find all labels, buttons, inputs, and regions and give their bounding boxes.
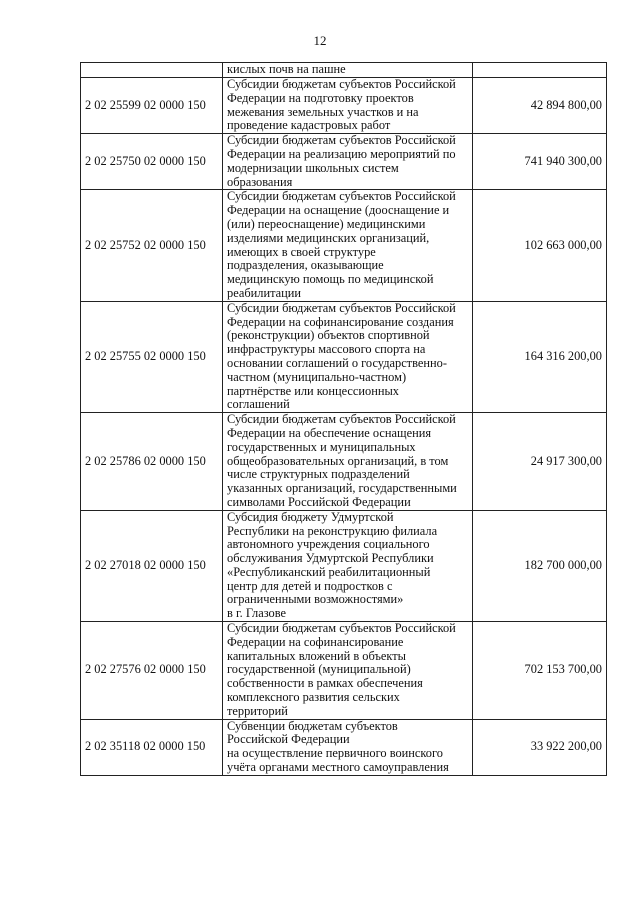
description-line: Федерации на реализацию мероприятий по — [227, 146, 456, 161]
description-cell — [223, 190, 473, 301]
description-line: Федерации на обеспечение оснащения — [227, 425, 432, 440]
budget-revenue-table — [80, 62, 607, 776]
description-line: территорий — [227, 703, 288, 718]
description-line: ограниченными возможностями» — [227, 592, 404, 607]
description-line: имеющих в своей структуре — [227, 244, 376, 259]
description-cell — [223, 78, 473, 134]
amount-cell: 182 700 000,00 — [473, 510, 607, 621]
description-line: (реконструкции) объектов спортивной — [227, 328, 430, 343]
table-body — [81, 63, 607, 776]
table-row — [81, 510, 607, 621]
description-cell — [223, 413, 473, 511]
description-line: Субсидии бюджетам субъектов Российской — [227, 77, 456, 91]
description-line: межевания земельных участков и на — [227, 104, 419, 119]
description-line: изделиями медицинских организаций, — [227, 230, 430, 245]
description-cell — [223, 134, 473, 190]
description-line: Субсидии бюджетам субъектов Российской — [227, 412, 456, 427]
description-line: в г. Глазове — [227, 606, 287, 621]
description-cell — [223, 63, 473, 78]
description-line: Субсидии бюджетам субъектов Российской — [227, 189, 456, 204]
table-row — [81, 413, 607, 511]
description-line: числе структурных подразделений — [227, 467, 410, 482]
description-line: собственности в рамках обеспечения — [227, 676, 423, 691]
description-line: (или) переоснащение) медицинскими — [227, 216, 426, 231]
description-line: Федерации на софинансирование создания — [227, 314, 454, 329]
description-cell — [223, 301, 473, 412]
description-line: Субсидии бюджетам субъектов Российской — [227, 621, 456, 636]
description-line: инфраструктуры массового спорта на — [227, 342, 426, 357]
description-line: символами Российской Федерации — [227, 494, 411, 509]
budget-code-cell: 2 02 25786 02 0000 150 — [81, 413, 223, 511]
description-line: Федерации на оснащение (дооснащение и — [227, 203, 450, 218]
budget-code-cell: 2 02 27018 02 0000 150 — [81, 510, 223, 621]
description-line: общеобразовательных организаций, в том — [227, 453, 449, 468]
amount-cell: 164 316 200,00 — [473, 301, 607, 412]
description-line: партнёрстве или концессионных — [227, 383, 399, 398]
description-line: указанных организаций, государственными — [227, 481, 457, 496]
description-line: проведение кадастровых работ — [227, 118, 391, 133]
description-cell — [223, 510, 473, 621]
budget-code-cell: 2 02 25752 02 0000 150 — [81, 190, 223, 301]
table-row-continuation — [81, 63, 607, 78]
budget-code-cell: 2 02 27576 02 0000 150 — [81, 622, 223, 720]
description-line: «Республиканский реабилитационный — [227, 564, 431, 579]
description-line: центр для детей и подростков с — [227, 578, 393, 593]
amount-cell: 702 153 700,00 — [473, 622, 607, 720]
description-line: капитальных вложений в объекты — [227, 648, 406, 663]
description-line: обслуживания Удмуртской Республики — [227, 551, 434, 566]
description-line: соглашений — [227, 397, 290, 412]
budget-code-cell: 2 02 35118 02 0000 150 — [81, 719, 223, 775]
description-line: государственной (муниципальной) — [227, 662, 411, 677]
budget-code-cell: 2 02 25599 02 0000 150 — [81, 78, 223, 134]
page-number: 12 — [313, 33, 327, 48]
budget-code-cell: 2 02 25755 02 0000 150 — [81, 301, 223, 412]
amount-cell: 24 917 300,00 — [473, 413, 607, 511]
description-line: Субсидии бюджетам субъектов Российской — [227, 133, 456, 148]
description-line: частном (муниципально-частном) — [227, 369, 407, 384]
description-line: комплексного развития сельских — [227, 690, 400, 705]
amount-cell: 42 894 800,00 — [473, 78, 607, 134]
table-row — [81, 301, 607, 412]
description-line: Субвенции бюджетам субъектов — [227, 718, 398, 733]
description-line: основании соглашений о государственно- — [227, 355, 447, 370]
description-line: учёта органами местного самоуправления — [227, 760, 449, 775]
amount-cell — [473, 63, 607, 78]
table-row — [81, 190, 607, 301]
description-line: модернизации школьных систем — [227, 160, 399, 175]
description-line: на осуществление первичного воинского — [227, 746, 443, 761]
description-line: Федерации на софинансирование — [227, 634, 404, 649]
description-line: Федерации на подготовку проектов — [227, 90, 414, 105]
budget-code-cell: 2 02 25750 02 0000 150 — [81, 134, 223, 190]
description-line: подразделения, оказывающие — [227, 258, 384, 273]
amount-cell: 102 663 000,00 — [473, 190, 607, 301]
description-line: реабилитации — [227, 285, 302, 300]
description-line: Субсидии бюджетам субъектов Российской — [227, 300, 456, 315]
description-line: Субсидия бюджету Удмуртской — [227, 509, 394, 524]
amount-cell: 33 922 200,00 — [473, 719, 607, 775]
table-row — [81, 134, 607, 190]
table-row — [81, 719, 607, 775]
table-row — [81, 622, 607, 720]
description-cell — [223, 622, 473, 720]
budget-code-cell — [81, 63, 223, 78]
amount-cell: 741 940 300,00 — [473, 134, 607, 190]
description-line: кислых почв на пашне — [227, 62, 346, 76]
table-row — [81, 78, 607, 134]
description-line: образования — [227, 174, 293, 189]
description-line: Российской Федерации — [227, 732, 350, 747]
description-line: автономного учреждения социального — [227, 537, 430, 552]
description-line: медицинскую помощь по медицинской — [227, 272, 434, 287]
description-line: Республики на реконструкцию филиала — [227, 523, 438, 538]
description-line: государственных и муниципальных — [227, 439, 416, 454]
description-cell — [223, 719, 473, 775]
